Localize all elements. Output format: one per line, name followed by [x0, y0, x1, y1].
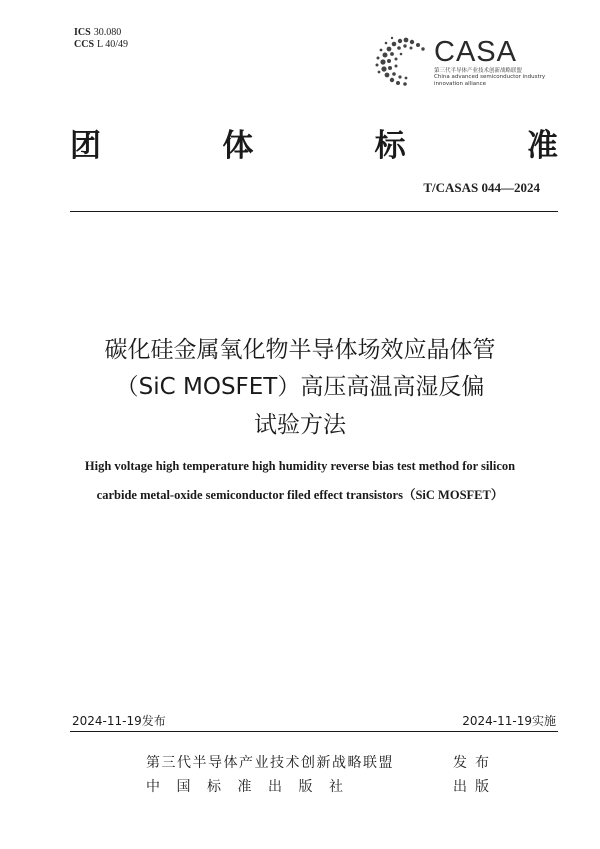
publisher-alliance: 第三代半导体产业技术创新战略联盟	[146, 755, 394, 771]
title-cn-line-3: 试验方法	[254, 412, 346, 438]
ccs-label: CCS	[74, 39, 95, 50]
casa-subtitle-en2: innovation alliance	[434, 80, 486, 87]
casa-subtitle-cn: 第三代半导体产业技术创新战略联盟	[434, 68, 523, 74]
standard-kind-char: 体	[222, 128, 254, 164]
title-en-line-2: carbide metal-oxide semiconductor filed effect transistors（SiC MOSFET）	[96, 488, 504, 502]
standard-kind-char: 团	[70, 128, 101, 164]
title-cn-line-2: （SiC MOSFET）高压高温高湿反偏	[115, 374, 485, 400]
classification-codes	[74, 27, 128, 51]
casa-swirl-icon	[372, 30, 438, 92]
ccs-line	[74, 39, 128, 51]
ics-label: ICS	[74, 27, 91, 38]
standard-kind-char: 准	[526, 128, 558, 164]
implementation-date: 2024-11-19实施	[462, 714, 556, 728]
standard-kind-heading	[70, 120, 558, 165]
publisher-press: 中国标准出版社	[146, 779, 360, 795]
ics-line	[74, 27, 128, 39]
standard-number: T/CASAS 044—2024	[423, 180, 540, 195]
ccs-code: L 40/49	[97, 39, 129, 50]
title-cn-line-1: 碳化硅金属氧化物半导体场效应晶体管	[104, 337, 496, 363]
publisher-alliance-action: 发布	[453, 755, 497, 771]
top-divider	[70, 211, 558, 212]
standard-kind-char: 标	[374, 128, 406, 164]
title-en-line-1: High voltage high temperature high humidity reverse bias test method for silicon	[84, 459, 516, 473]
casa-subtitle	[434, 68, 545, 87]
ics-code: 30.080	[93, 27, 122, 38]
casa-logo	[372, 30, 562, 92]
casa-wordmark: CASA	[434, 36, 517, 68]
issue-date: 2024-11-19发布	[72, 714, 166, 728]
casa-subtitle-en1: China advanced semiconductor industry	[434, 74, 546, 81]
bottom-divider	[70, 731, 558, 732]
publisher-press-action: 出版	[453, 779, 497, 795]
